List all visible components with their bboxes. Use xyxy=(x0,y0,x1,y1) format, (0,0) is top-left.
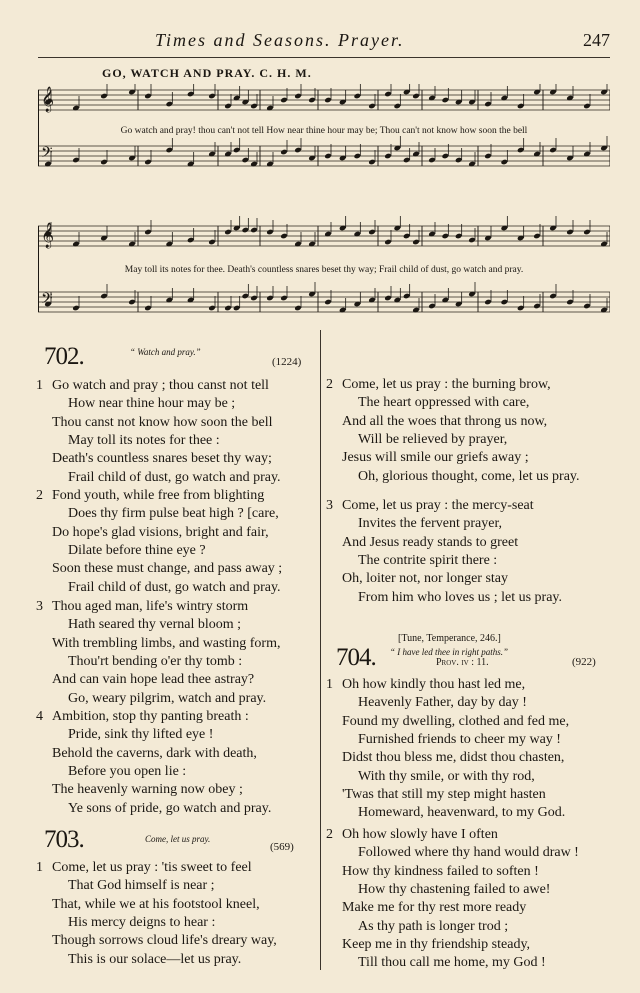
hymn-line: And all the woes that throng us now, xyxy=(342,413,548,429)
hymn-motto: “ Watch and pray.” xyxy=(130,347,201,357)
hymn-line: Oh how slowly have I often xyxy=(342,827,498,842)
tune-title: GO, WATCH AND PRAY. C. H. M. xyxy=(102,66,312,80)
hymn-line: Furnished friends to cheer my way ! xyxy=(358,731,561,747)
hymn-line: 'Twas that still my step might hasten xyxy=(342,786,546,802)
hymn-line: Ye sons of pride, go watch and pray. xyxy=(68,800,272,816)
hymn-line: The contrite spirit there : xyxy=(358,552,498,568)
hymn-line: Invites the fervent prayer, xyxy=(358,516,503,532)
scripture-reference: Prov. iv : 11. xyxy=(436,657,489,668)
hymn-number: 702. xyxy=(44,343,84,370)
music-system-2 xyxy=(38,216,610,320)
hymn-line: With trembling limbs, and wasting form, xyxy=(52,635,281,651)
hymn-line: The heavenly warning now obey ; xyxy=(52,782,243,798)
running-title: Times and Seasons. Prayer. xyxy=(155,30,405,50)
hymn-reference-number: (569) xyxy=(270,841,294,853)
hymn-line: Till thou call me home, my God ! xyxy=(358,955,546,971)
hymn-line: Does thy firm pulse beat high ? [care, xyxy=(68,506,279,522)
hymn-line: Followed where thy hand would draw ! xyxy=(358,845,579,861)
hymn-line: Heavenly Father, day by day ! xyxy=(358,695,527,711)
tune-lyrics-2: May toll its notes for thee. Death's countless snares beset thy way; Frail child of dust, go watch and pray. xyxy=(124,265,524,275)
stanza-number: 3 xyxy=(326,498,333,513)
hymn-reference-number: (922) xyxy=(572,656,596,668)
hymn-line: Oh, glorious thought, come, let us pray. xyxy=(358,468,580,484)
hymn-line: Make me for thy rest more ready xyxy=(342,900,527,916)
hymn-line: Found my dwelling, clothed and fed me, xyxy=(342,713,570,729)
hymn-line: Oh, loiter not, nor longer stay xyxy=(342,571,509,587)
hymn-line: Oh how kindly thou hast led me, xyxy=(342,677,526,692)
hymn-line: Come, let us pray : the burning brow, xyxy=(342,377,551,392)
music-staff xyxy=(38,282,610,313)
music-staff xyxy=(38,84,610,111)
treble-clef-icon: 𝄞 xyxy=(41,223,55,248)
hymn-number: 704. xyxy=(336,644,376,671)
stanza-number: 1 xyxy=(36,860,43,875)
hymn-line: As thy path is longer trod ; xyxy=(358,918,509,934)
hymn-line: Come, let us pray : 'tis sweet to feel xyxy=(52,860,252,875)
hymn-motto: “ I have led thee in right paths.” xyxy=(390,647,508,657)
hymn-line: Before you open lie : xyxy=(68,763,187,779)
hymn-line: Go watch and pray ; thou canst not tell xyxy=(52,378,269,393)
hymn-line: Fond youth, while free from blighting xyxy=(52,488,265,503)
bass-clef-icon: 𝄢 xyxy=(41,290,53,311)
hymn-line: Jesus will smile our griefs away ; xyxy=(342,450,529,466)
hymn-line: Homeward, heavenward, to my God. xyxy=(358,805,566,821)
hymn-line: How near thine hour may be ; xyxy=(68,396,236,412)
hymn-line: Do hope's glad visions, bright and fair, xyxy=(52,524,269,540)
hymn-line: And Jesus ready stands to greet xyxy=(342,534,519,550)
hymn-line: Hath seared thy vernal bloom ; xyxy=(68,617,242,633)
hymn-motto: Come, let us pray. xyxy=(145,834,211,844)
hymn-line: This is our solace—let us pray. xyxy=(68,951,242,967)
hymn-line: How thy chastening failed to awe! xyxy=(358,881,551,897)
hymn-reference-number: (1224) xyxy=(272,356,302,368)
hymn-line: Though sorrows cloud life's dreary way, xyxy=(52,933,277,949)
hymn-line: And can vain hope lead thee astray? xyxy=(52,672,255,688)
hymn-line: From him who loves us ; let us pray. xyxy=(358,589,563,605)
hymn-line: With thy smile, or with thy rod, xyxy=(358,768,535,784)
hymn-line: Frail child of dust, go watch and pray. xyxy=(68,469,281,485)
stanza-number: 3 xyxy=(36,599,43,614)
stanza-number: 4 xyxy=(36,709,43,724)
hymn-line: Thou'rt bending o'er thy tomb : xyxy=(68,653,243,669)
hymn-line: Thou aged man, life's wintry storm xyxy=(52,599,249,614)
hymn-line: Death's countless snares beset thy way; xyxy=(52,451,272,467)
hymn-line: Ambition, stop thy panting breath : xyxy=(52,709,249,724)
hymn-line: May toll its notes for thee : xyxy=(68,432,220,448)
hymn-number: 703. xyxy=(44,826,84,853)
hymn-line: Frail child of dust, go watch and pray. xyxy=(68,579,281,595)
stanza-number: 2 xyxy=(36,488,43,503)
running-header xyxy=(40,30,610,56)
hymn-line: The heart oppressed with care, xyxy=(358,395,530,411)
music-staff xyxy=(38,216,610,247)
stanza-number: 1 xyxy=(326,677,333,692)
stanza-number: 1 xyxy=(36,378,43,393)
hymn-line: Behold the caverns, dark with death, xyxy=(52,745,257,761)
hymn-line: Go, weary pilgrim, watch and pray. xyxy=(68,690,267,706)
hymn-line: That God himself is near ; xyxy=(68,878,215,894)
stanza-number: 2 xyxy=(326,377,333,392)
bass-clef-icon: 𝄢 xyxy=(41,144,53,165)
treble-clef-icon: 𝄞 xyxy=(41,87,55,112)
hymn-line: Soon these must change, and pass away ; xyxy=(52,561,283,577)
hymn-line: That, while we at his footstool kneel, xyxy=(52,896,260,912)
hymn-line: Dilate before thine eye ? xyxy=(68,542,206,558)
tune-reference: [Tune, Temperance, 246.] xyxy=(398,633,501,644)
page-number: 247 xyxy=(583,30,610,50)
stanza-number: 2 xyxy=(326,827,333,842)
tune-lyrics-1: Go watch and pray! thou can't not tell How near thine hour may be; Thou can't not know how soon the bell xyxy=(120,126,528,136)
hymn-line: How thy kindness failed to soften ! xyxy=(342,863,539,879)
hymn-line: Didst thou bless me, didst thou chasten, xyxy=(342,750,565,766)
hymn-line: Pride, sink thy lifted eye ! xyxy=(68,727,214,743)
hymn-line: Will be relieved by prayer, xyxy=(358,431,508,447)
hymn-line: His mercy deigns to hear : xyxy=(68,914,216,930)
column-divider xyxy=(320,330,321,970)
music-system-1 xyxy=(38,84,610,180)
hymn-line: Thou canst not know how soon the bell xyxy=(52,414,273,430)
music-staff xyxy=(38,136,610,167)
hymn-line: Keep me in thy friendship steady, xyxy=(342,936,531,952)
hymn-line: Come, let us pray : the mercy-seat xyxy=(342,498,534,513)
header-rule xyxy=(38,57,610,58)
